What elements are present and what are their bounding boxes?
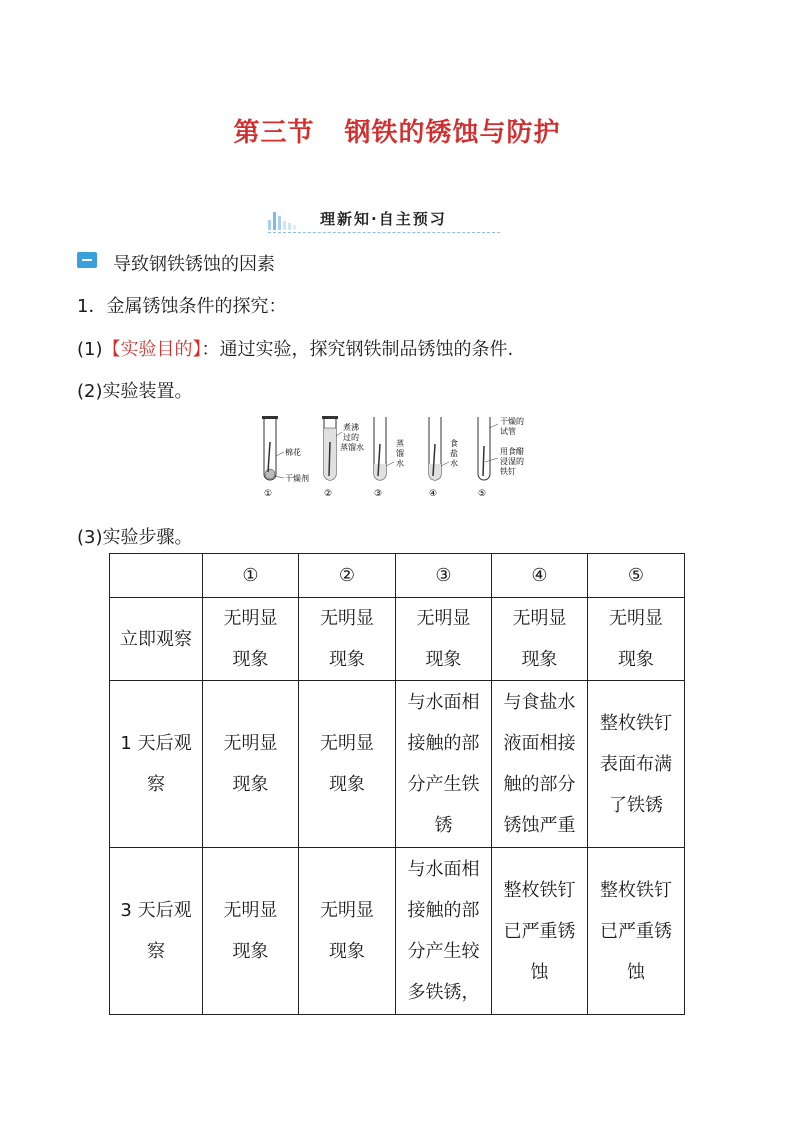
table-row [110,848,685,1015]
row-label-line: 立即观察 [120,628,192,650]
table-cell-line: 无明显 [223,608,278,629]
paragraph-2-text: ：通过实验，探究钢铁制品锈蚀的条件. [201,339,514,360]
table-cell-line: 现象 [329,941,365,962]
table-cell-line: 整枚铁钉 [600,712,672,734]
title-section-name: 钢铁的锈蚀与防护 [344,118,561,148]
table-cell-line: 已严重锈 [503,920,576,942]
tube3-label-2: 馏 [396,449,404,458]
table-cell [492,598,588,681]
tube1-number: ① [264,489,273,499]
banner-underline [268,232,500,233]
table-row [110,598,685,681]
table-cell [588,848,685,1015]
table-header-row [110,554,685,598]
table-cell-line: 现象 [232,649,269,670]
row-label-line: 1 天后观 [120,733,192,754]
bar-graphic-icon [268,210,312,232]
table-header-cell: ② [299,554,396,598]
table-cell-line: 锈蚀严重 [503,815,576,836]
table-cell-line: 分产生铁 [407,774,480,795]
tube5-label-1: 干燥的 [500,417,524,426]
row-label-cell [110,681,203,848]
table-header-cell: ④ [492,554,588,598]
table-cell-line: 分产生较 [407,941,480,962]
tube5-label-2: 试管 [500,427,516,436]
table-cell [492,848,588,1015]
test-tube-1 [262,416,309,499]
table-cell-line: 现象 [618,649,654,670]
table-cell-line: 触的部分 [503,774,576,795]
tube2-label-2: 过的 [343,433,359,442]
page-title [0,112,794,149]
table-cell [396,848,492,1015]
apparatus-diagram [250,412,550,504]
paragraph-3: (2)实验装置。 [77,381,193,402]
paragraph-1: 1．金属锈蚀条件的探究： [77,296,287,317]
table-cell-line: 无明显 [320,733,374,754]
tube1-label-cotton: 棉花 [285,448,301,457]
tube5-label-4: 浸湿的 [500,457,524,466]
table-cell-line: 现象 [329,774,365,795]
tube4-number: ④ [429,489,438,499]
banner-text: 理新知·自主预习 [320,210,447,228]
table-cell [396,598,492,681]
table-cell-line: 接触的部 [407,733,480,754]
test-tube-4 [429,417,458,499]
table-cell [299,848,396,1015]
tube2-number: ② [324,489,333,499]
table-cell [203,848,299,1015]
paragraph-2 [77,335,513,361]
table-cell-line: 多铁锈， [407,982,480,1003]
table-cell-line: 现象 [425,649,462,670]
tube4-label-1: 食 [450,439,458,448]
tube1-label-desiccant: 干燥剂 [285,474,309,483]
observation-table [109,553,685,1015]
table-cell-line: 与食盐水 [503,692,576,713]
table-cell-line: 无明显 [512,608,567,629]
table-cell-line: 现象 [232,774,269,795]
table-cell-line: 已严重锈 [600,920,672,942]
test-tube-3 [374,417,404,499]
table-header-cell: ③ [396,554,492,598]
table-cell-line: 表面布满 [600,753,672,775]
tube4-label-3: 水 [450,459,458,468]
test-tube-5 [478,416,524,499]
row-label-cell [110,848,203,1015]
tube5-label-5: 铁钉 [500,467,516,476]
table-cell-line: 现象 [521,649,558,670]
table-cell-line: 蚀 [627,961,645,983]
tube5-number: ⑤ [478,489,487,499]
table-cell-line: 蚀 [530,961,549,983]
table-cell [203,598,299,681]
title-section-number: 第三节 [233,118,315,148]
row-label-line: 3 天后观 [120,900,192,921]
table-cell-line: 无明显 [609,608,663,629]
table-cell-line: 无明显 [223,900,278,921]
section-banner [268,206,500,234]
table-header-cell [110,554,203,598]
table-cell-line: 与水面相 [407,692,480,713]
tube3-number: ③ [374,489,383,499]
table-cell [588,681,685,848]
tube3-label-3: 水 [396,459,404,468]
tube4-label-2: 盐 [450,449,458,458]
table-header-cell: ① [203,554,299,598]
table-cell-line: 无明显 [320,900,374,921]
table-header-cell: ⑤ [588,554,685,598]
table-cell-line: 无明显 [320,608,374,629]
table-cell-line: 与水面相 [407,859,480,880]
tube3-label-1: 蒸 [396,439,404,448]
paragraph-4: (3)实验步骤。 [77,527,193,548]
table-cell-line: 液面相接 [503,733,576,754]
table-cell-line: 现象 [232,941,269,962]
table-cell-line: 现象 [329,649,365,670]
table-cell [203,681,299,848]
table-cell-line: 了铁锈 [609,794,663,816]
tube5-label-3: 用食醋 [500,447,524,456]
test-tube-2 [322,416,364,499]
table-cell-line: 无明显 [223,733,278,754]
tube2-label-3: 蒸馏水 [340,443,364,452]
row-label-line: 察 [147,774,165,795]
table-cell-line: 无明显 [416,608,471,629]
tube2-label-1: 煮沸 [343,423,359,432]
table-cell [588,598,685,681]
table-cell [299,598,396,681]
row-label-cell [110,598,203,681]
table-cell-line: 整枚铁钉 [503,879,576,901]
minus-dash-icon [77,252,97,268]
row-label-line: 察 [147,941,165,962]
table-cell-line: 锈 [434,815,453,836]
paragraph-2-prefix: (1) [77,339,103,360]
table-cell [396,681,492,848]
table-cell [299,681,396,848]
table-cell [492,681,588,848]
table-cell-line: 接触的部 [407,900,480,921]
table-row [110,681,685,848]
experiment-purpose-tag: 【实验目的】 [102,339,202,360]
section-heading-text: 导致钢铁锈蚀的因素 [113,254,275,275]
table-cell-line: 整枚铁钉 [600,879,672,901]
